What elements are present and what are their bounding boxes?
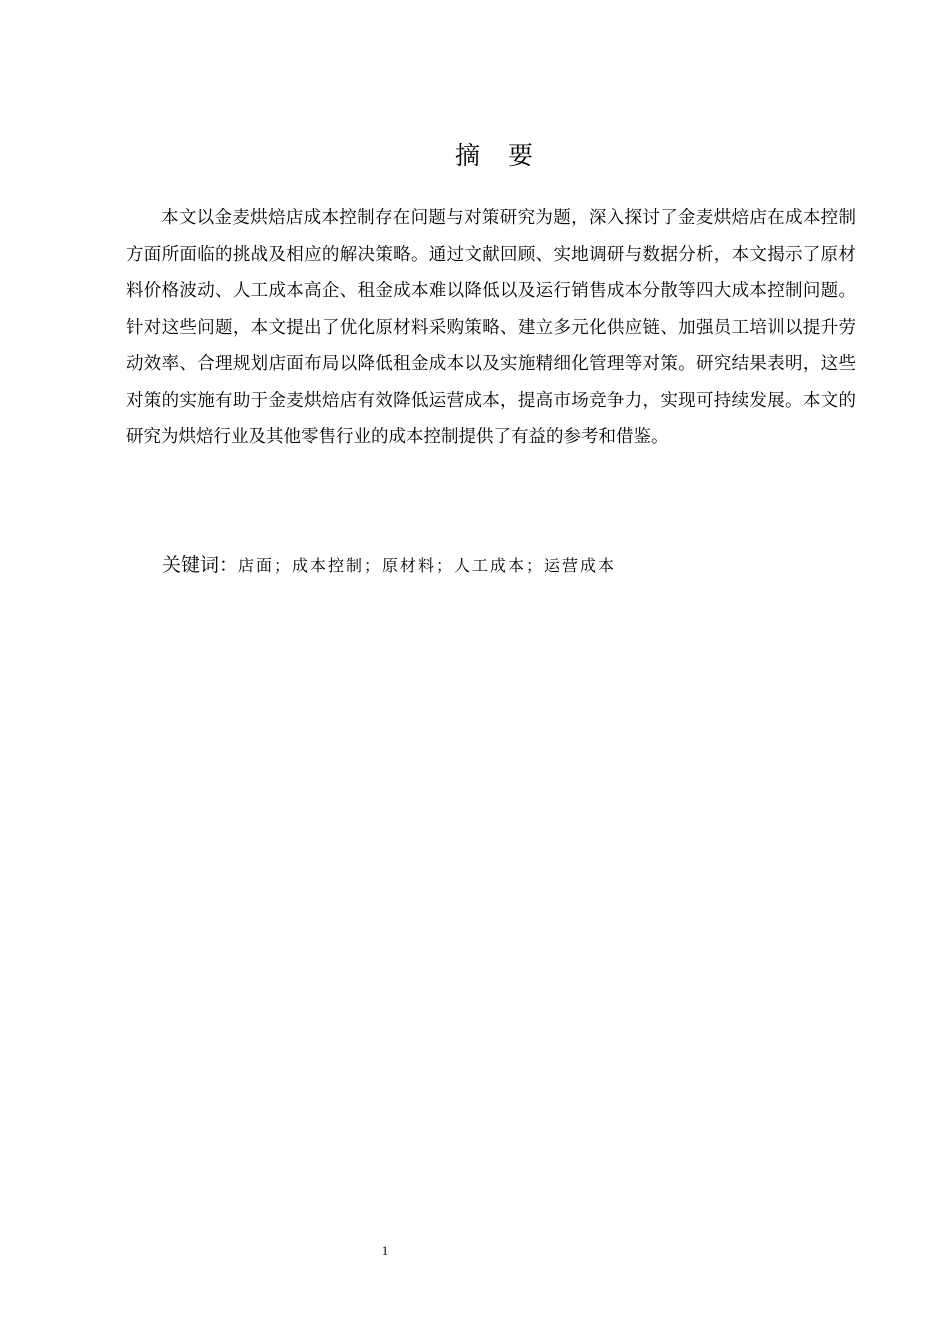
page-number: 1 xyxy=(381,1243,389,1258)
keywords-line xyxy=(162,550,862,581)
keywords-label: 关键词： xyxy=(162,554,239,576)
abstract-title-char-1: 摘 xyxy=(454,141,480,170)
abstract-body: 本文以金麦烘焙店成本控制存在问题与对策研究为题，深入探讨了金麦烘焙店在成本控制方面所面临的挑战及相应的解决策略。通过文献回顾、实地调研与数据分析，本文揭示了原材料价格波动、人工成本高企、租金成本难以降低以及运行销售成本分散等四大成本控制问题。针对这些问题，本文提出了优化原材料采购策略、建立多元化供应链、加强员工培训以提升劳动效率、合理规划店面布局以降低租金成本以及实施精细化管理等对策。研究结果表明，这些对策的实施有助于金麦烘焙店有效降低运营成本，提高市场竞争力，实现可持续发展。本文的研究为烘焙行业及其他零售行业的成本控制提供了有益的参考和借鉴。 xyxy=(126,208,856,447)
abstract-title xyxy=(0,136,950,172)
keywords-list: 店面；成本控制；原材料；人工成本；运营成本 xyxy=(238,556,617,575)
abstract-title-char-2: 要 xyxy=(508,141,534,170)
